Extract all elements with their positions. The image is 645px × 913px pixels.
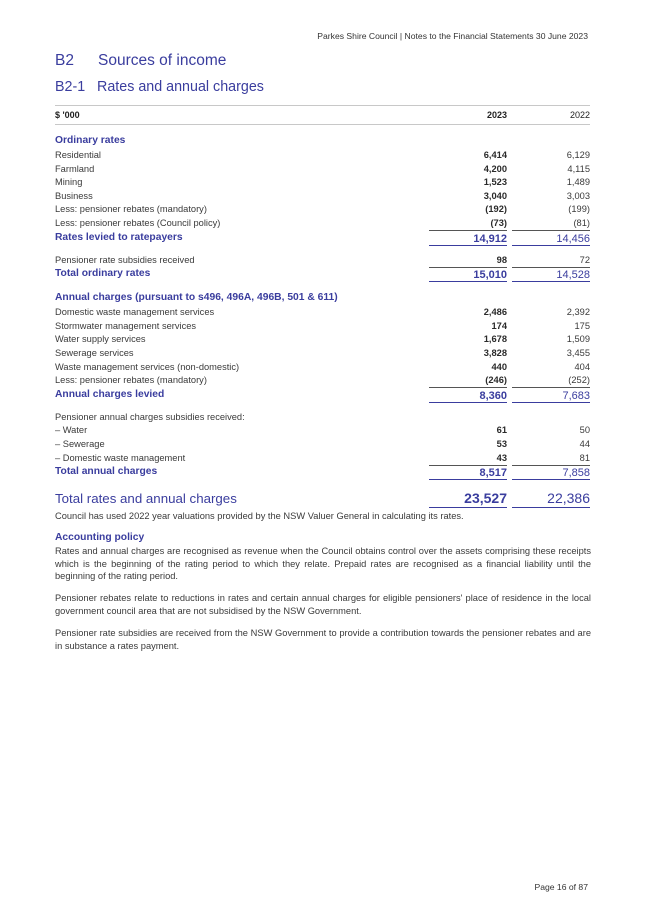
table-row: Mining 1,523 1,489 — [55, 177, 590, 188]
ordinary-rates-heading: Ordinary rates — [55, 135, 126, 146]
annual-charges-heading: Annual charges (pursuant to s496, 496A, 496B, 501 & 611) — [55, 292, 338, 304]
table-header — [55, 105, 590, 125]
page-number: Page 16 of 87 — [534, 882, 588, 892]
col-label-header: $ '000 — [55, 110, 80, 120]
section-heading — [55, 52, 226, 70]
table-row: Stormwater management services 174 175 — [55, 320, 590, 331]
table-row: – Domestic waste management 43 81 — [55, 452, 590, 466]
table-row: Less: pensioner rebates (Council policy) (73) (81) — [55, 217, 590, 231]
rates-table — [55, 105, 590, 512]
valuation-note: Council has used 2022 year valuations provided by the NSW Valuer General in calculating its rates. — [55, 511, 464, 521]
table-row: Pensioner rate subsidies received 98 72 — [55, 254, 590, 268]
col-2023-header: 2023 — [486, 110, 507, 120]
table-row: Farmland 4,200 4,115 — [55, 163, 590, 174]
table-row: Less: pensioner rebates (mandatory) (192) (199) — [55, 204, 590, 215]
subsection-title: Rates and annual charges — [97, 79, 264, 95]
total-annual-charges: Total annual charges 8,517 7,858 — [55, 466, 590, 480]
policy-paragraph: Pensioner rate subsidies are received from the NSW Government to provide a contribution towards the pensioner rebates and are in substance a rates payment. — [55, 628, 591, 651]
total-ordinary-rates: Total ordinary rates 15,010 14,528 — [55, 268, 590, 282]
subsection-number: B2-1 — [55, 79, 86, 95]
table-row: – Water 61 50 — [55, 425, 590, 436]
subsidies-heading: Pensioner annual charges subsidies received: — [55, 411, 245, 422]
col-2022-header: 2022 — [569, 110, 590, 120]
rates-levied-total: Rates levied to ratepayers 14,912 14,456 — [55, 231, 590, 245]
annual-charges-levied-total: Annual charges levied 8,360 7,683 — [55, 388, 590, 402]
subsection-heading — [55, 79, 264, 95]
grand-total: Total rates and annual charges 23,527 22,386 — [55, 490, 590, 507]
accounting-policy-heading: Accounting policy — [55, 532, 145, 543]
policy-paragraph: Pensioner rebates relate to reductions in rates and certain annual charges for eligible pensioners' place of residence in the local government council area that are not subsidised by the NSW Government. — [55, 593, 591, 616]
section-number: B2 — [55, 52, 74, 69]
table-row: Residential 6,414 6,129 — [55, 150, 590, 160]
table-row: Waste management services (non-domestic) 440 404 — [55, 361, 590, 372]
table-row: Less: pensioner rebates (mandatory) (246) (252) — [55, 374, 590, 388]
table-row: Water supply services 1,678 1,509 — [55, 334, 590, 345]
table-row: – Sewerage 53 44 — [55, 438, 590, 449]
table-row: Business 3,040 3,003 — [55, 190, 590, 201]
table-row: Sewerage services 3,828 3,455 — [55, 347, 590, 358]
table-row: Domestic waste management services 2,486 2,392 — [55, 307, 590, 318]
page-header: Parkes Shire Council | Notes to the Financial Statements 30 June 2023 — [317, 31, 588, 41]
section-title: Sources of income — [98, 52, 227, 69]
policy-paragraph: Rates and annual charges are recognised as revenue when the Council obtains control over the assets comprising these receipts which is the beginning of the rating period to which they relate. Prepaid rates are recognised as a financial liability until the beginning of the rating period. — [55, 546, 591, 582]
